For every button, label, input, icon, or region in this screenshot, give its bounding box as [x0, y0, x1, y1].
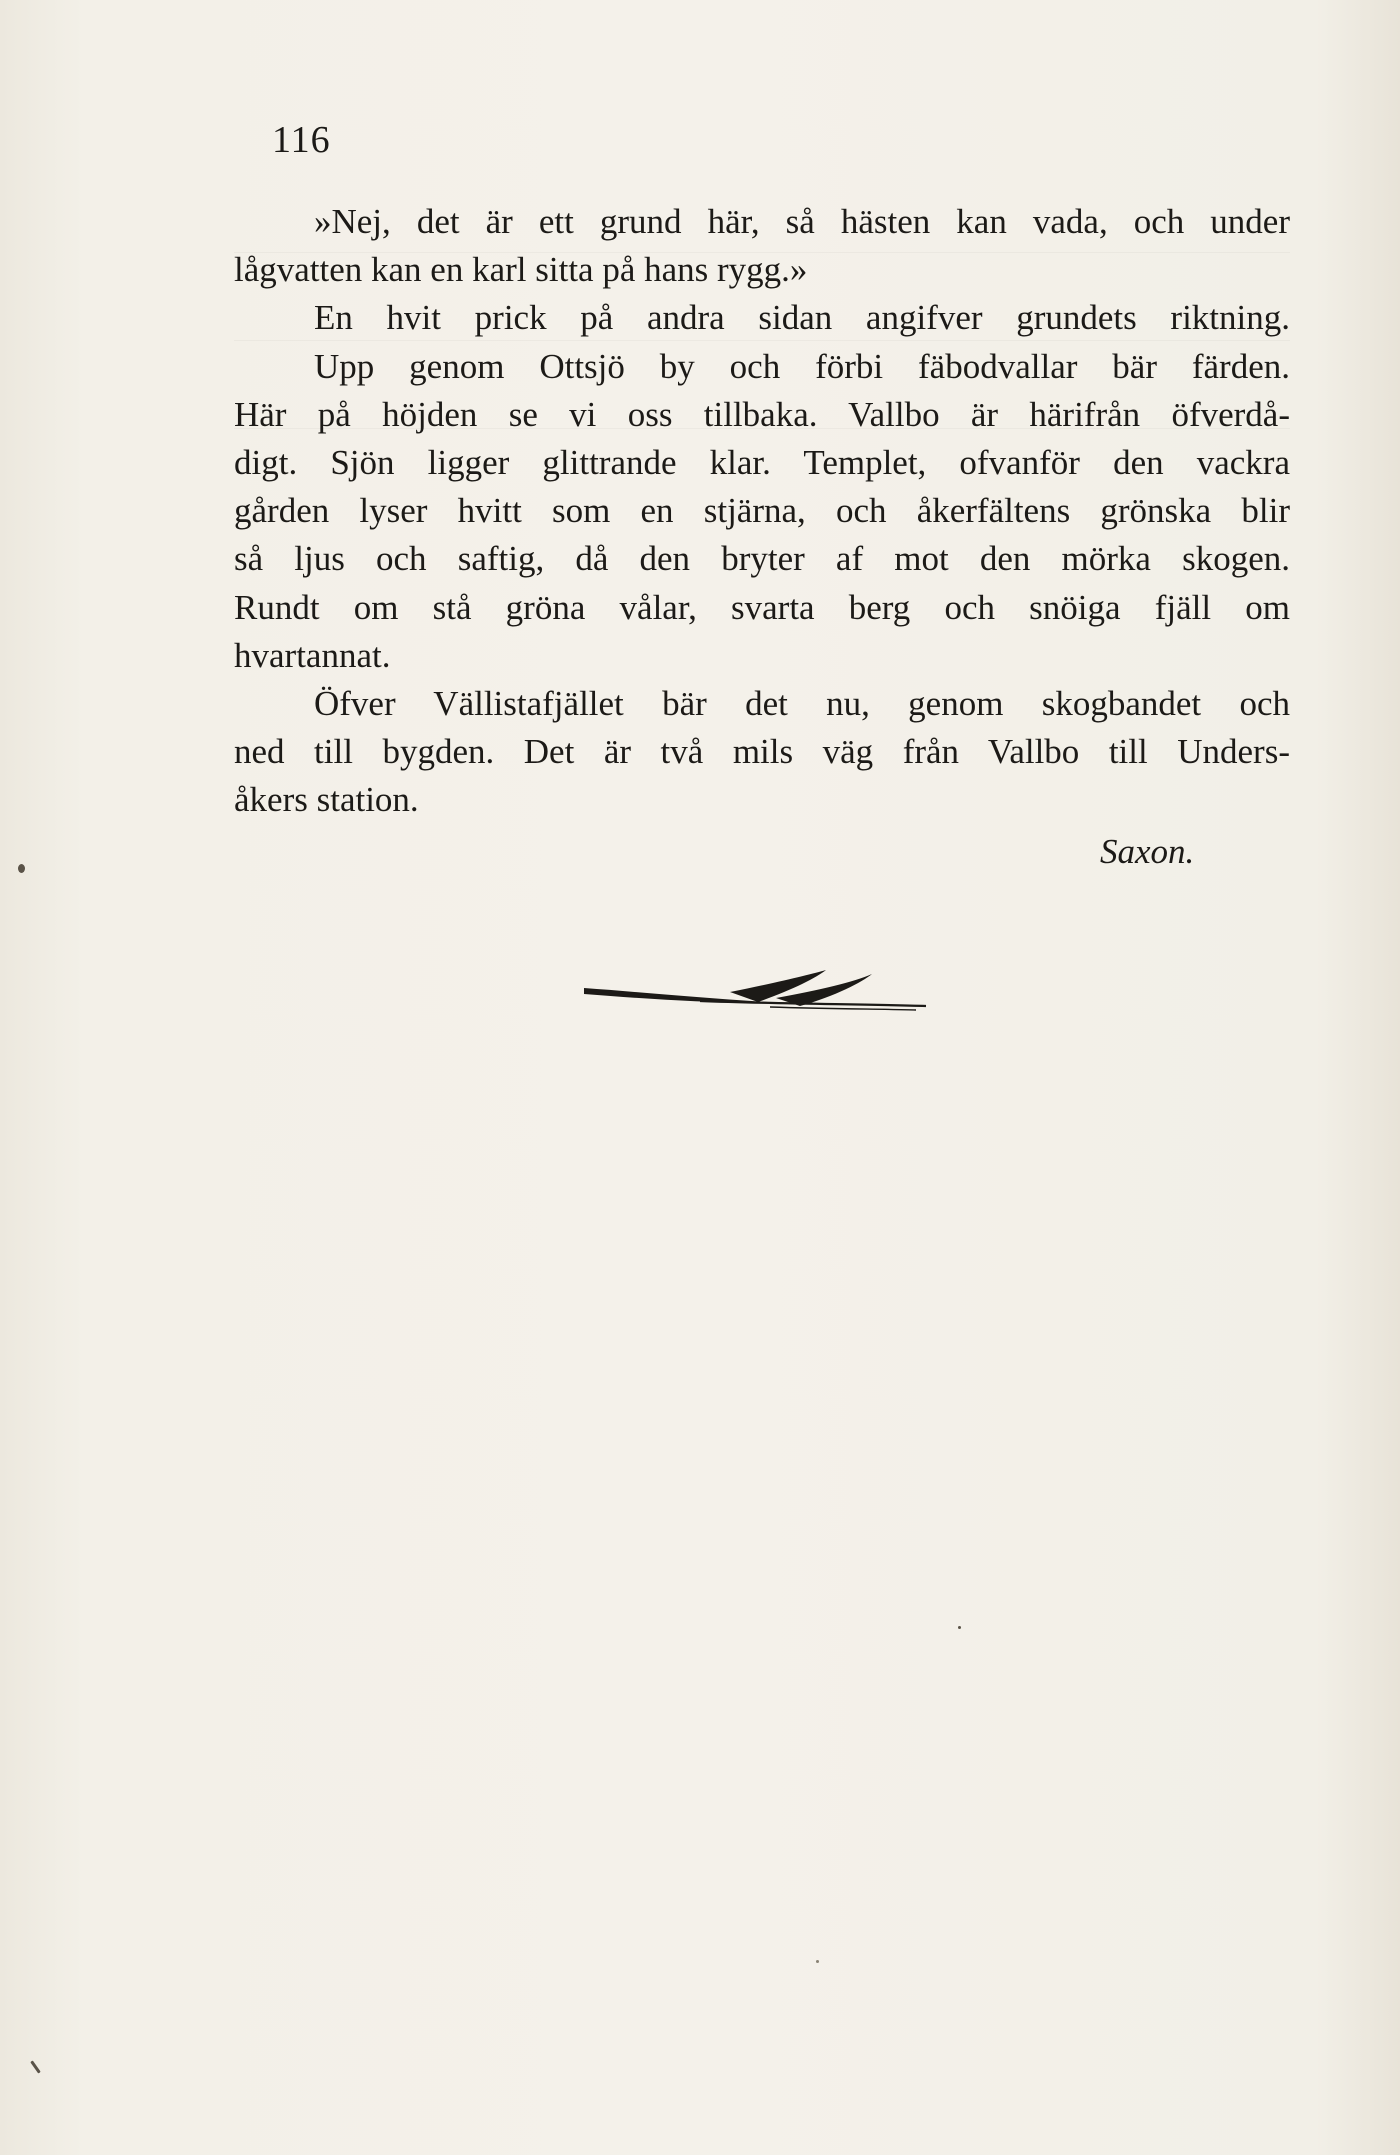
text-line: Här på höjden se vi oss tillbaka. Vallbo är härifrån öfverdå-: [234, 394, 1290, 434]
page-number: 116: [272, 119, 331, 161]
text-line: digt. Sjön ligger glittrande klar. Templet, ofvanför den vackra: [234, 443, 1290, 483]
paragraph: [234, 198, 1290, 294]
paragraph: [234, 680, 1290, 825]
text-line: Upp genom Ottsjö by och förbi fäbodvallar bär färden.: [314, 346, 1290, 386]
text-line: hvartannat.: [234, 635, 391, 675]
ink-speck: [816, 1960, 819, 1963]
text-line: ned till bygden. Det är två mils väg från Vallbo till Unders-: [234, 732, 1290, 772]
ink-speck: [958, 1626, 961, 1629]
text-line: En hvit prick på andra sidan angifver grundets riktning.: [314, 298, 1290, 338]
ink-speck: [30, 2060, 40, 2073]
text-line: så ljus och saftig, då den bryter af mot den mörka skogen.: [234, 539, 1290, 579]
ink-speck: [18, 864, 25, 873]
text-line: »Nej, det är ett grund här, så hästen kan vada, och under: [314, 202, 1290, 241]
body-text: [234, 198, 1290, 825]
text-line: gården lyser hvitt som en stjärna, och åkerfältens grönska blir: [234, 491, 1290, 531]
text-line: Rundt om stå gröna vålar, svarta berg och snöiga fjäll om: [234, 587, 1290, 627]
paragraph: [234, 343, 1290, 680]
paragraph: [234, 294, 1290, 342]
end-flourish-ornament: [580, 968, 940, 1018]
text-line: åkers station.: [234, 780, 419, 820]
author-signature: Saxon.: [1100, 832, 1195, 871]
text-line: lågvatten kan en karl sitta på hans rygg.»: [234, 250, 808, 290]
text-line: Öfver Vällistafjället bär det nu, genom skogbandet och: [314, 684, 1290, 724]
